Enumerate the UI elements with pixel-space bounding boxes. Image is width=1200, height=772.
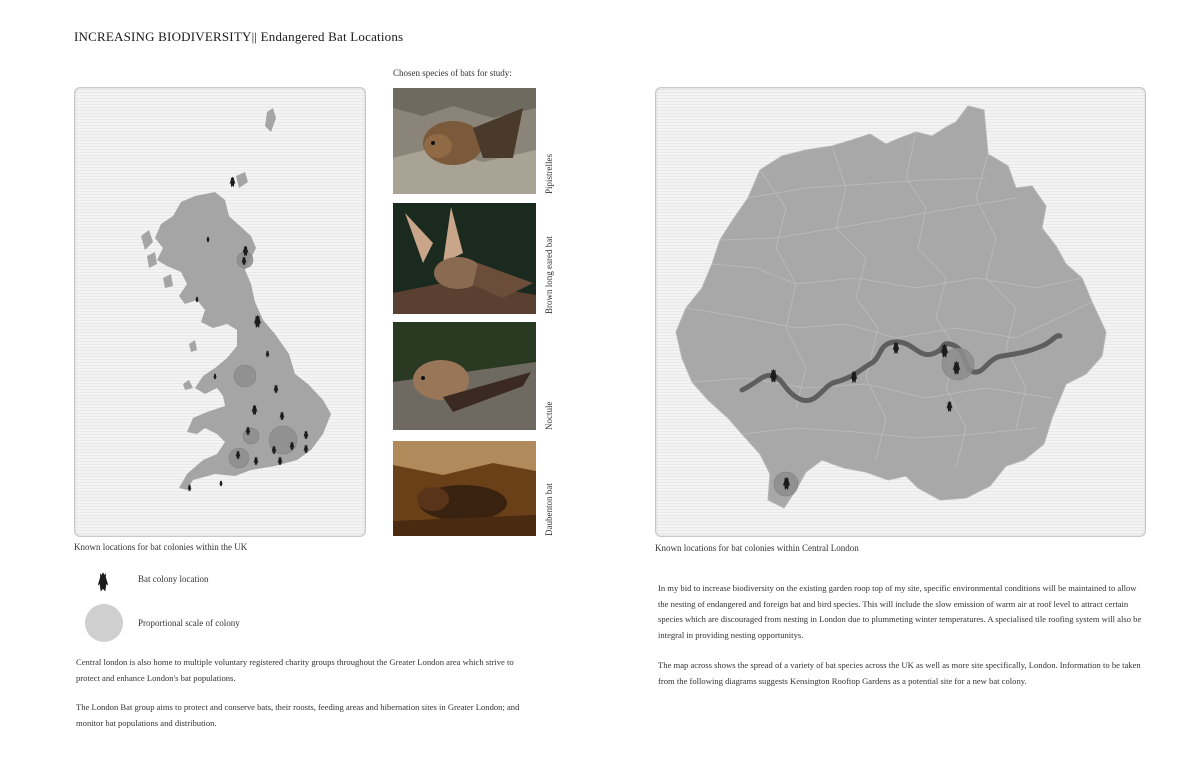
daubenton-bat-label: Daubenton bat xyxy=(544,483,554,536)
daubenton-bat-photo xyxy=(393,441,536,536)
brown-long-eared-bat-photo xyxy=(393,203,536,314)
right-paragraph-2: The map across shows the spread of a variety of bat species across the UK as well as more site specifically, London. Information to be taken from the following diagrams suggests Kensington Rooftop Gardens as a potential site for a new bat colony. xyxy=(658,660,1141,686)
colony-scale-legend-label: Proportional scale of colony xyxy=(138,618,240,628)
uk-map-caption: Known locations for bat colonies within the UK xyxy=(74,542,248,552)
noctule-label: Noctule xyxy=(544,401,554,430)
london-map-panel xyxy=(655,87,1146,537)
left-paragraph-2: The London Bat group aims to protect and conserve bats, their roosts, feeding areas and hibernation sites in Greater London; and monitor bat populations and distribution. xyxy=(76,702,520,728)
colony-scale-legend-icon xyxy=(85,604,123,642)
species-heading: Chosen species of bats for study: xyxy=(393,68,512,78)
right-paragraph-1: In my bid to increase biodiversity on the existing garden roop top of my site, specific environmental conditions will be maintained to allow the nesting of endangered and foreign bat and bird species. This will include the slow emission of warm air at roof level to attract certain species which are discouraged from nesting in London due to plummeting winter temperatures. A specialised tile roofing system will also be integral in providing nesting opportunitys. xyxy=(658,583,1142,640)
london-map-caption: Known locations for bat colonies within Central London xyxy=(655,543,859,553)
noctule-bat-photo xyxy=(393,322,536,430)
pipistrelle-bat-photo xyxy=(393,88,536,194)
left-paragraph-1: Central london is also home to multiple voluntary registered charity groups throughout the Greater London area which strive to protect and enhance London's bat populations. xyxy=(76,657,514,683)
uk-map xyxy=(75,88,365,536)
page-title: INCREASING BIODIVERSITY|| Endangered Bat Locations xyxy=(74,29,404,44)
bat-colony-legend-label: Bat colony location xyxy=(138,574,209,584)
brown-long-eared-bat-label: Brown long eared bat xyxy=(544,236,554,314)
pipistrelles-label: Pipistrelles xyxy=(544,154,554,194)
uk-map-panel xyxy=(74,87,366,537)
bat-colony-legend-icon xyxy=(96,571,110,593)
london-map xyxy=(656,88,1145,536)
